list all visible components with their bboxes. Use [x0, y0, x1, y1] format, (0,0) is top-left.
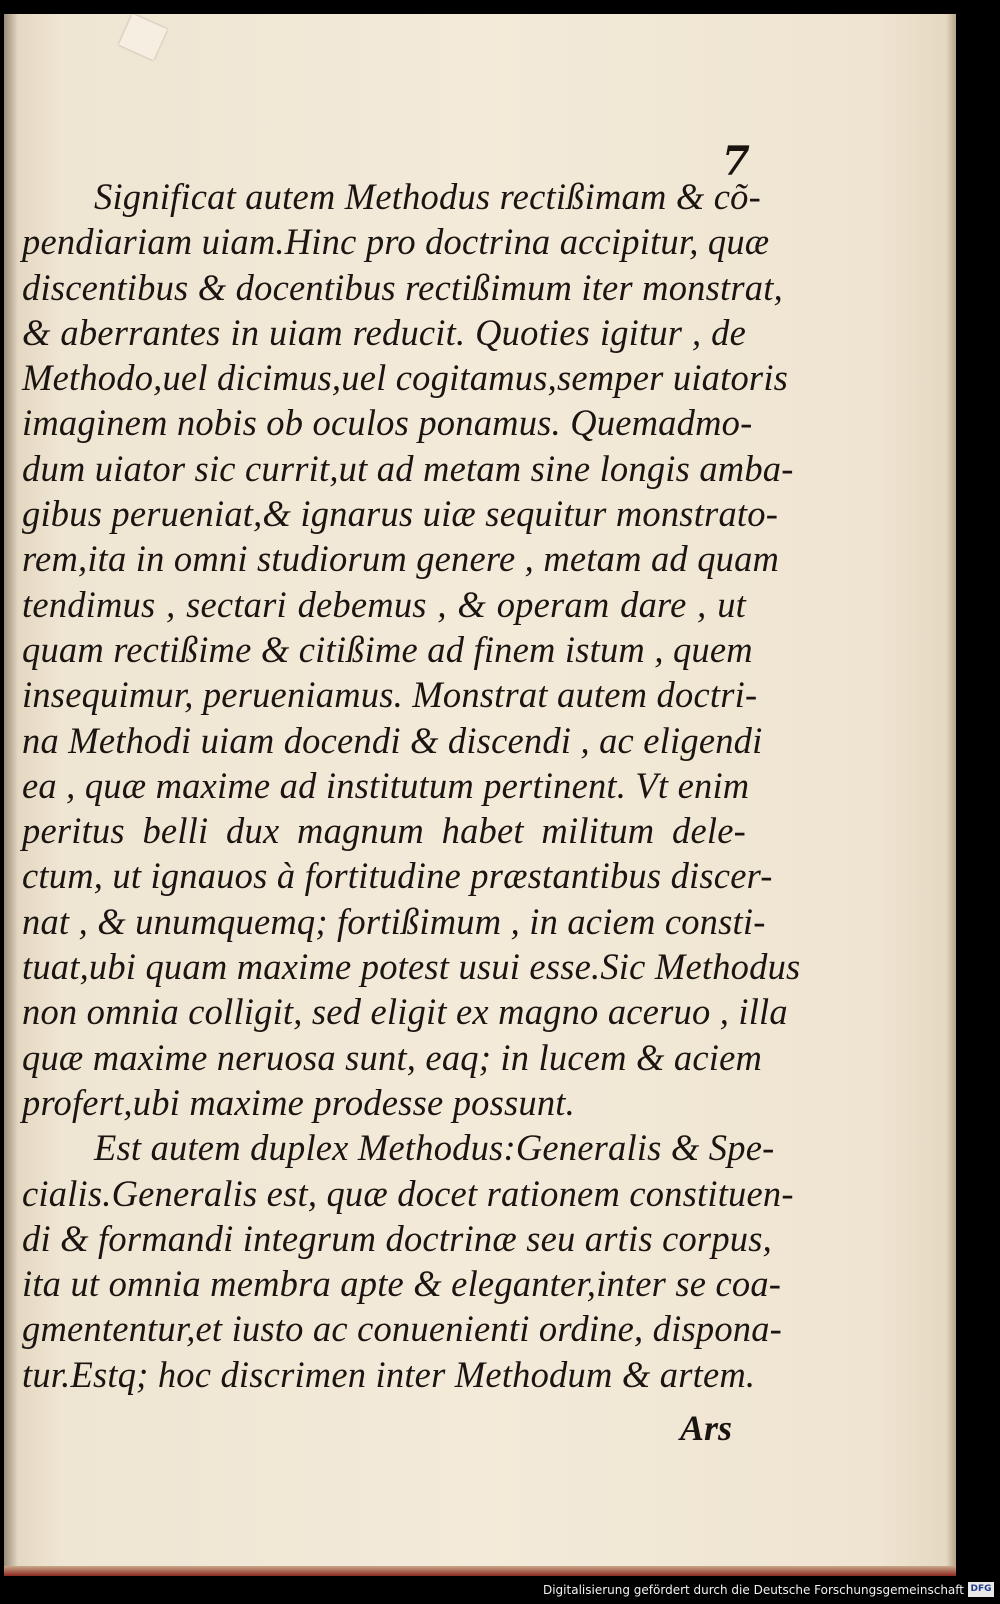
body-text	[22, 174, 801, 1397]
text-line: pendiariam uiam.Hinc pro doctrina accipitur, quæ	[22, 221, 770, 263]
text-line: imaginem nobis ob oculos ponamus. Quemadmo-	[22, 402, 753, 444]
catchword: Ars	[680, 1408, 733, 1448]
text-line: rem,ita in omni studiorum genere , metam ad quam	[22, 538, 780, 580]
text-line: profert,ubi maxime prodesse possunt.	[22, 1081, 575, 1123]
page-shadow-left	[4, 14, 18, 1576]
text-line: nat , & unumquemq; fortißimum , in aciem consti-	[22, 900, 766, 942]
folded-corner-tab	[119, 14, 168, 60]
text-line: na Methodi uiam docendi & discendi , ac eligendi	[22, 719, 763, 761]
page-bottom-edge	[4, 1566, 956, 1576]
text-line: & aberrantes in uiam reducit. Quoties igitur , de	[22, 311, 746, 353]
page-number: 7	[722, 138, 750, 185]
text-line: gibus perueniat,& ignarus uiæ sequitur monstrato-	[22, 493, 779, 535]
text-line: Est autem duplex Methodus:Generalis & Spe-	[94, 1127, 775, 1169]
text-line: quam rectißime & citißime ad finem istum , quem	[22, 628, 753, 670]
text-line: gmententur,et iusto ac conuenienti ordine, dispona-	[22, 1308, 783, 1350]
text-line: cialis.Generalis est, quæ docet rationem constituen-	[22, 1172, 794, 1214]
text-line: ita ut omnia membra apte & eleganter,inter se coa-	[22, 1263, 782, 1305]
text-line: discentibus & docentibus rectißimum iter monstrat,	[22, 266, 783, 308]
text-line: non omnia colligit, sed eligit ex magno aceruo , illa	[22, 991, 788, 1033]
scanned-page	[4, 14, 956, 1576]
text-line: tur.Estq; hoc discrimen inter Methodum & artem.	[22, 1353, 756, 1395]
page-shadow-right	[946, 14, 956, 1576]
text-line: ctum, ut ignauos à fortitudine præstantibus discer-	[22, 855, 773, 897]
digitization-footer	[0, 1576, 1000, 1604]
text-line: ea , quæ maxime ad institutum pertinent. Vt enim	[22, 764, 750, 806]
text-line: dum uiator sic currit,ut ad metam sine longis amba-	[22, 447, 794, 489]
text-line: tuat,ubi quam maxime potest usui esse.Sic Methodus	[22, 946, 801, 988]
text-line: Methodo,uel dicimus,uel cogitamus,semper uiatoris	[22, 357, 789, 399]
dfg-logo-icon: DFG	[968, 1582, 994, 1597]
footer-credit: Digitalisierung gefördert durch die Deutsche Forschungsgemeinschaft	[542, 1583, 964, 1597]
text-line: peritus belli dux magnum habet militum dele-	[22, 810, 746, 852]
text-line: tendimus , sectari debemus , & operam dare , ut	[22, 583, 746, 625]
text-line: insequimur, perueniamus. Monstrat autem doctri-	[22, 674, 758, 716]
text-line: Significat autem Methodus rectißimam & cõ-	[94, 176, 761, 217]
text-line: quæ maxime neruosa sunt, eaq; in lucem & aciem	[22, 1036, 763, 1078]
text-line: di & formandi integrum doctrinæ seu artis corpus,	[22, 1217, 772, 1259]
